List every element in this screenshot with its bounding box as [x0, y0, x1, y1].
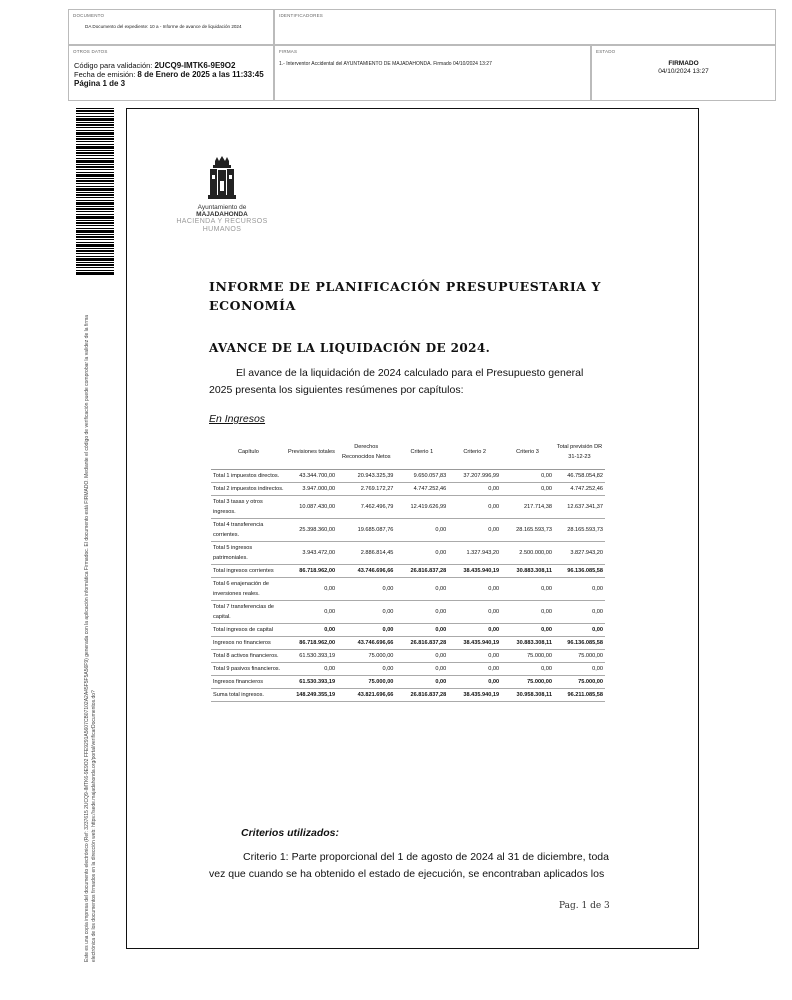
table-row: [211, 578, 605, 601]
row-value: 75.000,00: [554, 676, 605, 689]
row-value: 3.827.943,20: [554, 542, 605, 565]
row-value: 75.000,00: [501, 650, 554, 663]
logo-line-2: MAJADAHONDA: [196, 211, 248, 218]
row-value: 0,00: [395, 542, 448, 565]
row-value: 96.211.085,58: [554, 689, 605, 702]
row-value: 12.637.341,37: [554, 496, 605, 519]
documento-text: DA Documento del expediente: 10 a - Informe de avance de liquidación 2024: [85, 24, 242, 29]
row-value: 0,00: [501, 578, 554, 601]
table-row: [211, 496, 605, 519]
row-value: 0,00: [554, 624, 605, 637]
codigo-prefix: Código para validación:: [74, 61, 153, 70]
col-header: Previsiones totales: [286, 435, 337, 470]
identificadores-label: IDENTIFICADORES: [279, 13, 324, 18]
row-value: 38.435.940,19: [448, 689, 501, 702]
otros-datos-cell: [68, 45, 274, 101]
row-value: 2.886.814,45: [337, 542, 395, 565]
table-row: [211, 470, 605, 483]
row-value: 0,00: [448, 578, 501, 601]
signature-text: 1.- Interventor Accidental del AYUNTAMIENTO DE MAJADAHONDA. Firmado 04/10/2024 13:27: [279, 61, 492, 67]
row-value: 0,00: [448, 519, 501, 542]
fecha-prefix: Fecha de emisión:: [74, 70, 136, 79]
row-label: Suma total ingresos.: [211, 689, 286, 702]
row-label: Total ingresos corrientes: [211, 565, 286, 578]
table-row: [211, 663, 605, 676]
row-value: 0,00: [337, 624, 395, 637]
barcode-image: [76, 108, 114, 276]
row-value: 0,00: [286, 624, 337, 637]
row-value: 0,00: [554, 601, 605, 624]
documento-cell: [68, 9, 274, 45]
row-value: 0,00: [337, 663, 395, 676]
row-value: 0,00: [395, 601, 448, 624]
row-value: 86.718.962,00: [286, 637, 337, 650]
row-value: 0,00: [448, 663, 501, 676]
row-value: 7.462.496,79: [337, 496, 395, 519]
row-value: 0,00: [448, 496, 501, 519]
estado-value: [592, 60, 775, 76]
table-row: [211, 637, 605, 650]
row-value: 0,00: [448, 483, 501, 496]
table-row: [211, 650, 605, 663]
municipal-logo: [167, 155, 277, 234]
col-header: Criterio 2: [448, 435, 501, 470]
row-value: 26.816.837,28: [395, 637, 448, 650]
row-value: 38.435.940,19: [448, 637, 501, 650]
row-value: 0,00: [448, 650, 501, 663]
row-label: Total 2 impuestos indirectos.: [211, 483, 286, 496]
page-number: Pag. 1 de 3: [559, 901, 610, 911]
validation-info: [74, 61, 264, 88]
firmas-cell: [274, 45, 591, 101]
row-value: 30.883.308,11: [501, 637, 554, 650]
row-value: 96.136.085,58: [554, 565, 605, 578]
row-label: Total 5 ingresos patrimoniales.: [211, 542, 286, 565]
col-header: Capítulo: [211, 435, 286, 470]
col-header: Total previsión DR 31-12-23: [554, 435, 605, 470]
table-row: [211, 542, 605, 565]
row-value: 61.530.393,19: [286, 650, 337, 663]
emission-date: 8 de Enero de 2025 a las 11:33:45: [137, 70, 264, 79]
row-value: 2.500.000,00: [501, 542, 554, 565]
row-value: 4.747.252,46: [554, 483, 605, 496]
row-label: Total 7 transferencias de capital.: [211, 601, 286, 624]
row-value: 0,00: [554, 663, 605, 676]
row-value: 0,00: [286, 578, 337, 601]
row-value: 75.000,00: [554, 650, 605, 663]
row-value: 26.816.837,28: [395, 565, 448, 578]
table-row: [211, 601, 605, 624]
row-value: 19.685.087,76: [337, 519, 395, 542]
row-value: 61.530.393,19: [286, 676, 337, 689]
row-value: 28.165.593,73: [501, 519, 554, 542]
row-value: 75.000,00: [337, 650, 395, 663]
firmas-label: FIRMAS: [279, 49, 298, 54]
row-value: 26.816.837,28: [395, 689, 448, 702]
row-value: 25.398.360,00: [286, 519, 337, 542]
row-value: 0,00: [501, 483, 554, 496]
validation-code[interactable]: 2UCQ9-IMTK6-9E9O2: [154, 61, 236, 70]
row-value: 20.943.325,39: [337, 470, 395, 483]
row-value: 0,00: [337, 578, 395, 601]
row-value: 86.718.962,00: [286, 565, 337, 578]
col-header: Criterio 3: [501, 435, 554, 470]
criteria-heading: Criterios utilizados:: [241, 827, 340, 839]
estado-label: ESTADO: [596, 49, 616, 54]
row-value: 148.249.355,19: [286, 689, 337, 702]
table-row: [211, 519, 605, 542]
row-value: 0,00: [501, 470, 554, 483]
row-value: 9.650.057,83: [395, 470, 448, 483]
section-heading: En Ingresos: [209, 413, 266, 425]
row-value: 0,00: [286, 663, 337, 676]
table-row: [211, 624, 605, 637]
row-label: Total ingresos de capital: [211, 624, 286, 637]
row-value: 30.958.308,11: [501, 689, 554, 702]
row-value: 0,00: [337, 601, 395, 624]
report-subtitle: AVANCE DE LA LIQUIDACIÓN DE 2024.: [209, 341, 491, 355]
document-header: [68, 9, 776, 101]
row-label: Total 4 transferencia corrientes.: [211, 519, 286, 542]
row-value: 37.207.996,99: [448, 470, 501, 483]
row-value: 0,00: [501, 663, 554, 676]
table-row: [211, 483, 605, 496]
otros-datos-label: OTROS DATOS: [73, 49, 108, 54]
logo-line-3: HACIENDA Y RECURSOS: [176, 218, 268, 225]
row-value: 0,00: [395, 519, 448, 542]
row-value: 28.165.593,73: [554, 519, 605, 542]
col-header: Criterio 1: [395, 435, 448, 470]
row-label: Total 6 enajenación de inversiones reales.: [211, 578, 286, 601]
table-row: [211, 676, 605, 689]
row-value: 217.714,38: [501, 496, 554, 519]
status-date: 04/10/2024 13:27: [658, 68, 709, 75]
row-value: 43.746.696,66: [337, 565, 395, 578]
document-page: [126, 108, 699, 949]
identificadores-cell: [274, 9, 776, 45]
row-value: 0,00: [286, 601, 337, 624]
row-value: 75.000,00: [337, 676, 395, 689]
row-value: 1.327.943,20: [448, 542, 501, 565]
col-header: Derechos Reconocidos Netos: [337, 435, 395, 470]
row-value: 0,00: [448, 601, 501, 624]
row-label: Ingresos no financieros: [211, 637, 286, 650]
criteria-paragraph: Criterio 1: Parte proporcional del 1 de agosto de 2024 al 31 de diciembre, toda vez que cuando se ha obtenido el estado de ejecución, se encontraban aplicados los: [209, 851, 609, 880]
row-value: 96.136.085,58: [554, 637, 605, 650]
row-value: 2.769.172,27: [337, 483, 395, 496]
verification-side-text: Este es una copia impresa del documento electrónico (Ref: 3237615 2UCQ9-IMTK6-9E9O2 FFE9291A5607CB07102A2A45F5F5A56F9) generada con la aplicación informática Firmadoc. El documento está FIRMADO. Mediante el código de verificación puede comprobar la validez de la firma electrónica de los documentos firmados en la dirección web: https://sede.majadahonda.org/portal/verificarDocumentos.do?: [84, 314, 97, 962]
table-row: [211, 689, 605, 702]
row-value: 0,00: [448, 624, 501, 637]
row-value: 0,00: [395, 624, 448, 637]
row-value: 3.947.000,00: [286, 483, 337, 496]
row-label: Total 1 impuestos directos.: [211, 470, 286, 483]
row-value: 0,00: [501, 601, 554, 624]
row-value: 10.087.430,00: [286, 496, 337, 519]
row-label: Ingresos financieros: [211, 676, 286, 689]
row-value: 43.344.700,00: [286, 470, 337, 483]
row-value: 3.943.472,00: [286, 542, 337, 565]
row-value: 43.746.696,66: [337, 637, 395, 650]
row-value: 0,00: [395, 578, 448, 601]
row-value: 0,00: [395, 663, 448, 676]
logo-line-1: Ayuntamiento de: [197, 204, 247, 211]
row-value: 0,00: [395, 650, 448, 663]
row-value: 30.883.308,11: [501, 565, 554, 578]
row-value: 0,00: [448, 676, 501, 689]
row-value: 38.435.940,19: [448, 565, 501, 578]
row-label: Total 3 tasas y otros ingresos.: [211, 496, 286, 519]
ingresos-table: [211, 435, 605, 702]
row-value: 4.747.252,46: [395, 483, 448, 496]
row-label: Total 8 activos financieros.: [211, 650, 286, 663]
row-value: 75.000,00: [501, 676, 554, 689]
row-value: 46.758.054,82: [554, 470, 605, 483]
row-value: 43.821.696,66: [337, 689, 395, 702]
logo-line-4: HUMANOS: [202, 226, 242, 233]
row-value: 0,00: [395, 676, 448, 689]
crown-crest-icon: [205, 155, 239, 201]
status-badge: FIRMADO: [668, 60, 699, 67]
row-value: 12.419.626,99: [395, 496, 448, 519]
report-title: INFORME DE PLANIFICACIÓN PRESUPUESTARIA Y ECONOMÍA: [209, 279, 602, 313]
row-value: 0,00: [501, 624, 554, 637]
documento-label: DOCUMENTO: [73, 13, 105, 18]
estado-cell: [591, 45, 776, 101]
table-row: [211, 565, 605, 578]
row-label: Total 9 pasivos financieros.: [211, 663, 286, 676]
table-header-row: [211, 435, 605, 470]
intro-paragraph: El avance de la liquidación de 2024 calculado para el Presupuesto general 2025 presenta los siguientes resúmenes por capítulos:: [209, 367, 584, 396]
page-count: Página 1 de 3: [74, 79, 126, 88]
row-value: 0,00: [554, 578, 605, 601]
